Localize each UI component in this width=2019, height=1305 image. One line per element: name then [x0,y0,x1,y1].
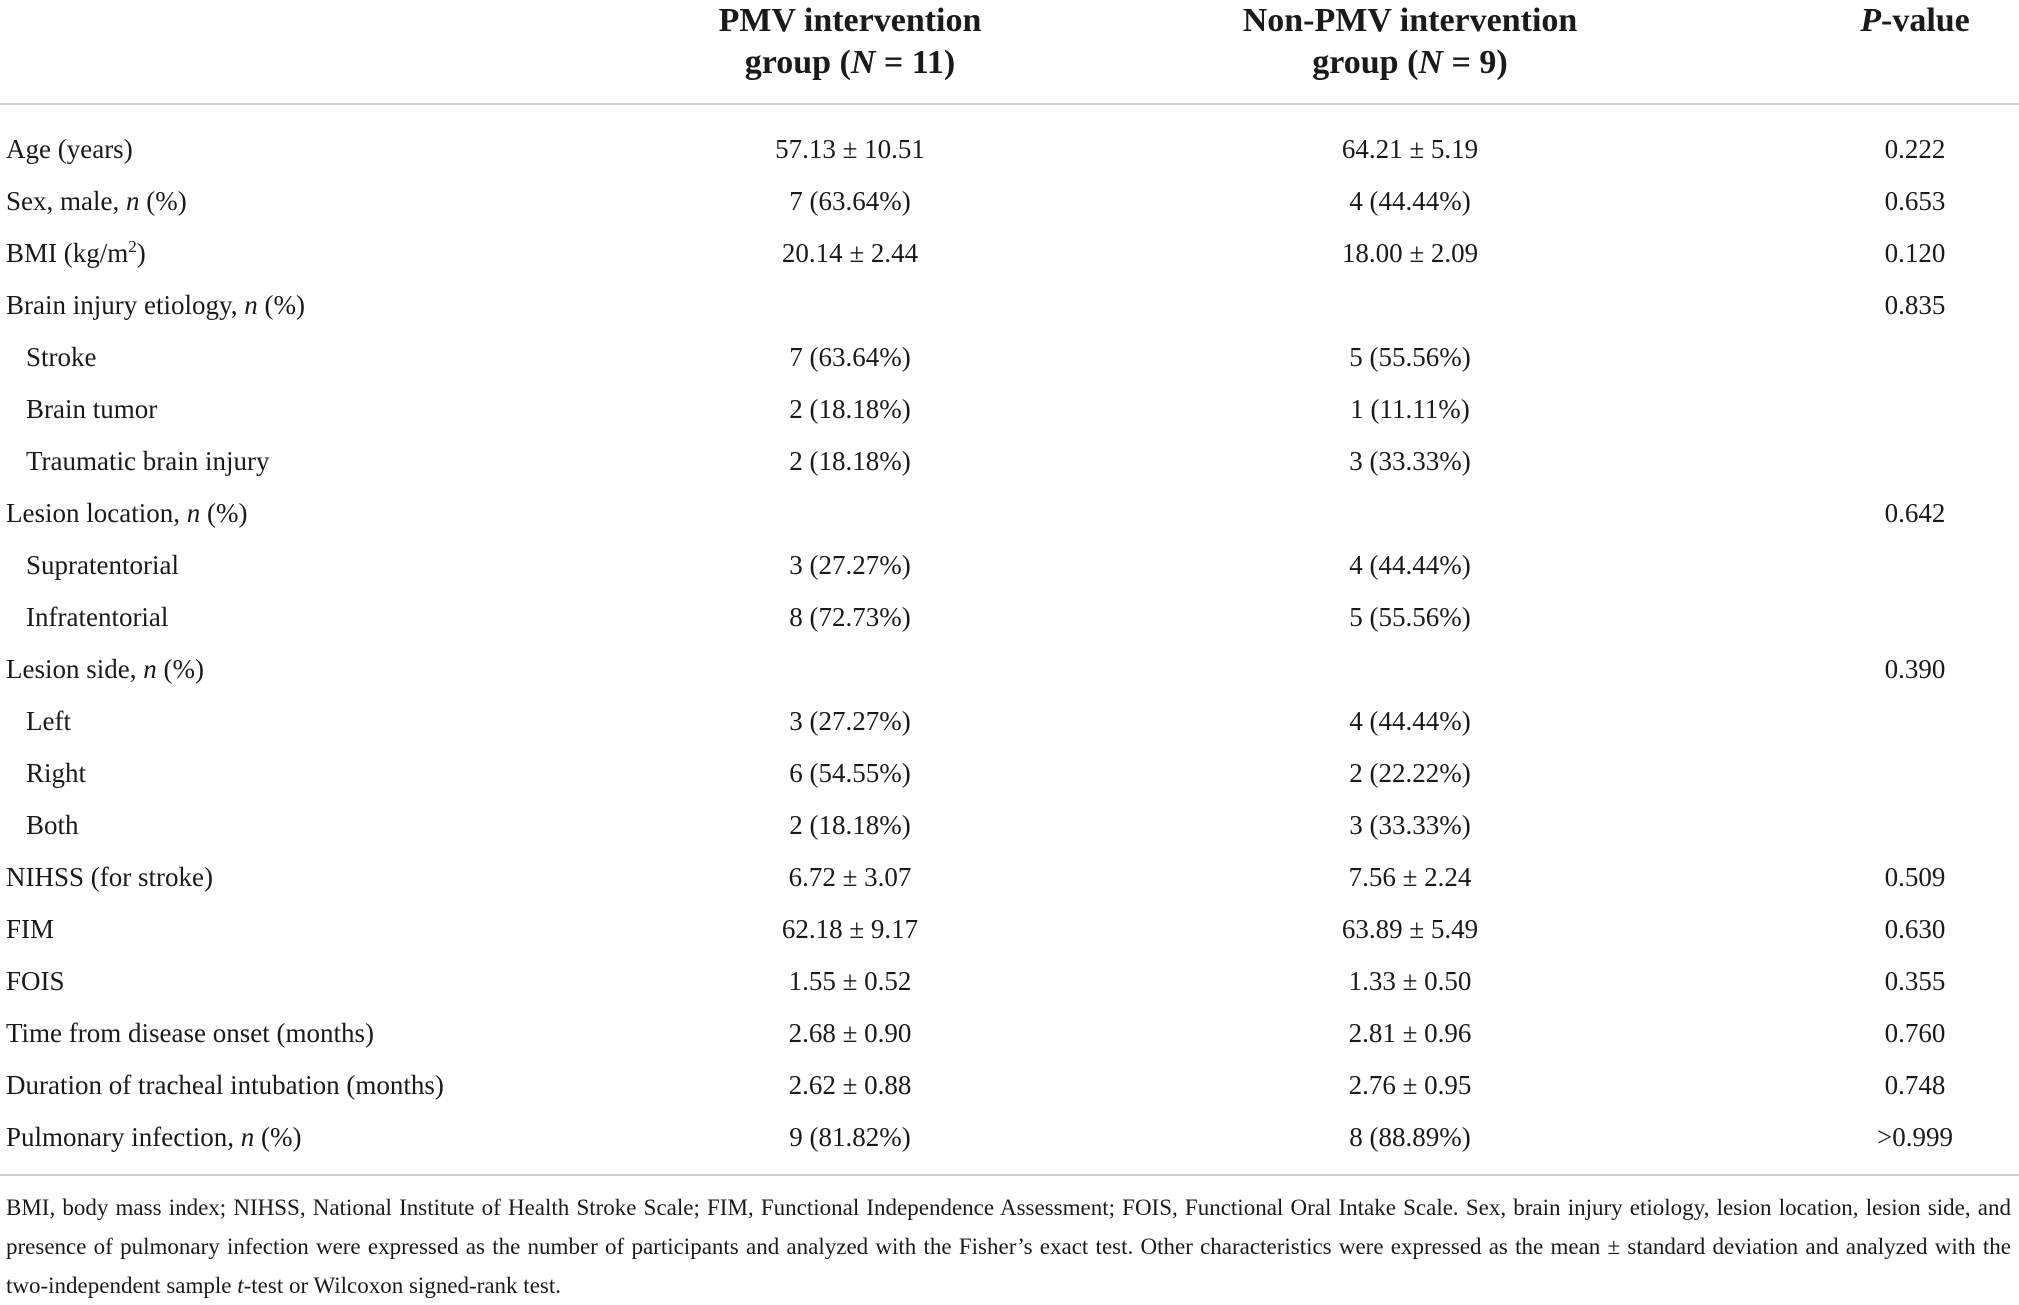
table-row [0,383,2019,435]
table-row [0,851,2019,903]
header-pmv-line2 [660,42,1040,84]
table-row [0,591,2019,643]
row-label-unit: (%) [156,654,204,684]
pmv-value: 8 (72.73%) [789,602,911,632]
header-nonpmv-n: N [1418,44,1443,81]
nonpmv-value: 4 (44.44%) [1349,186,1471,216]
table-row [0,539,2019,591]
row-label-n: n [186,498,201,528]
header-pmv-group-word: group ( [744,44,851,81]
header-p-value [1820,0,2010,42]
nonpmv-value: 2.81 ± 0.96 [1348,1018,1472,1048]
row-label: Both [26,810,79,840]
pmv-value: 62.18 ± 9.17 [781,914,919,944]
table-row [0,331,2019,383]
row-label-text: Brain injury etiology, [6,290,245,320]
nonpmv-value: 5 (55.56%) [1349,602,1471,632]
p-value: 0.748 [1884,1070,1946,1100]
header-p-italic: P [1860,2,1881,39]
row-label-text: Sex, male, [6,186,126,216]
header-pmv-group [660,0,1040,84]
nonpmv-value: 2.76 ± 0.95 [1348,1070,1472,1100]
row-label: Time from disease onset (months) [6,1018,374,1048]
nonpmv-value: 64.21 ± 5.19 [1341,134,1479,164]
table-row [0,279,2019,331]
p-value: 0.642 [1884,498,1946,528]
table-row [0,487,2019,539]
nonpmv-value: 5 (55.56%) [1349,342,1471,372]
nonpmv-value: 63.89 ± 5.49 [1341,914,1479,944]
table-row [0,903,2019,955]
row-label-n: n [244,290,258,320]
row-label [6,279,305,331]
row-label: NIHSS (for stroke) [6,862,213,892]
header-p-rest: -value [1881,2,1970,39]
footer-divider [0,1174,2019,1176]
row-label-n: n [143,654,157,684]
pmv-value: 2 (18.18%) [789,394,911,424]
p-value: 0.760 [1884,1018,1946,1048]
table-footnote [6,1188,2011,1305]
row-label [6,487,247,539]
p-value: >0.999 [1877,1122,1953,1152]
row-label-n: n [240,1122,255,1152]
row-label-text: Lesion location, [6,498,187,528]
row-label-text: BMI (kg/m [6,238,129,268]
nonpmv-value: 4 (44.44%) [1349,706,1471,736]
pmv-value: 3 (27.27%) [789,706,911,736]
p-value: 0.509 [1884,862,1946,892]
table-row [0,435,2019,487]
table-row [0,955,2019,1007]
header-nonpmv-line1: Non-PMV intervention [1242,2,1578,39]
header-nonpmv-count: = 9) [1442,44,1508,81]
pmv-value: 7 (63.64%) [789,186,911,216]
pmv-value: 6.72 ± 3.07 [788,862,912,892]
row-label: Left [26,706,71,736]
row-label: Stroke [26,342,97,372]
row-label: Duration of tracheal intubation (months) [6,1070,444,1100]
table-row [0,1111,2019,1163]
table-row [0,695,2019,747]
header-pmv-count: = 11) [875,44,956,81]
table-row [0,747,2019,799]
nonpmv-value: 4 (44.44%) [1349,550,1471,580]
pmv-value: 2.62 ± 0.88 [788,1070,912,1100]
header-pmv-n: N [850,44,876,81]
pmv-value: 2 (18.18%) [789,446,911,476]
table-header [0,0,2019,104]
row-label [6,1111,301,1163]
p-value: 0.120 [1884,238,1946,268]
header-nonpmv-group [1200,0,1620,84]
row-label [6,175,187,227]
row-label-unit: (%) [257,290,305,320]
row-label-unit: (%) [254,1122,302,1152]
pmv-value: 3 (27.27%) [789,550,911,580]
p-value: 0.835 [1884,290,1946,320]
p-value: 0.630 [1884,914,1946,944]
table-row [0,123,2019,175]
nonpmv-value: 8 (88.89%) [1349,1122,1471,1152]
footnote-t-italic: t [237,1273,244,1298]
header-pmv-line1: PMV intervention [718,2,982,39]
table-row [0,643,2019,695]
footnote-text: BMI, body mass index; NIHSS, National Institute of Health Stroke Scale; FIM, Functional Independence Assessment; FOIS, Functional Oral Intake Scale. Sex, brain injury etiology, lesion location, lesion side, and presence of pulmonary infection were expressed as the number of participants and analyzed with the Fisher’s exact test. Other characteristics were expressed as the mean ± standard deviation and analyzed with the two-independent sample [6,1195,2011,1298]
row-label: Infratentorial [26,602,169,632]
row-label-unit: (%) [200,498,248,528]
table-row [0,1007,2019,1059]
nonpmv-value: 3 (33.33%) [1349,810,1471,840]
row-label-superscript: 2 [128,237,137,256]
nonpmv-value: 1.33 ± 0.50 [1348,966,1472,996]
row-label-n: n [125,186,140,216]
table-row [0,175,2019,227]
pmv-value: 7 (63.64%) [789,342,911,372]
row-label-unit: (%) [139,186,187,216]
nonpmv-value: 7.56 ± 2.24 [1348,862,1472,892]
row-label: Traumatic brain injury [26,446,270,476]
table-row [0,1059,2019,1111]
row-label: Age (years) [6,134,133,164]
footnote-text-end: -test or Wilcoxon signed-rank test. [243,1273,561,1298]
pmv-value: 57.13 ± 10.51 [775,134,925,164]
row-label-text: Lesion side, [6,654,144,684]
p-value: 0.222 [1884,134,1946,164]
nonpmv-value: 2 (22.22%) [1349,758,1471,788]
row-label: FIM [6,914,55,944]
pmv-value: 2.68 ± 0.90 [788,1018,912,1048]
nonpmv-value: 3 (33.33%) [1349,446,1471,476]
nonpmv-value: 1 (11.11%) [1350,394,1470,424]
header-nonpmv-line2 [1200,42,1620,84]
row-label: Brain tumor [26,394,158,424]
row-label-close: ) [136,238,146,268]
pmv-value: 1.55 ± 0.52 [788,966,912,996]
p-value: 0.653 [1884,186,1946,216]
row-label [6,227,146,279]
row-label: Supratentorial [26,550,179,580]
pmv-value: 20.14 ± 2.44 [781,238,919,268]
pmv-value: 6 (54.55%) [789,758,911,788]
row-label [6,643,204,695]
pmv-value: 9 (81.82%) [789,1122,911,1152]
p-value: 0.355 [1884,966,1946,996]
header-nonpmv-group-word: group ( [1312,44,1419,81]
table-row [0,227,2019,279]
table-body [0,123,2019,1163]
row-label-text: Pulmonary infection, [6,1122,241,1152]
row-label: FOIS [6,966,65,996]
p-value: 0.390 [1884,654,1946,684]
pmv-value: 2 (18.18%) [789,810,911,840]
header-divider [0,103,2019,105]
row-label: Right [26,758,87,788]
table-row [0,799,2019,851]
nonpmv-value: 18.00 ± 2.09 [1341,238,1479,268]
